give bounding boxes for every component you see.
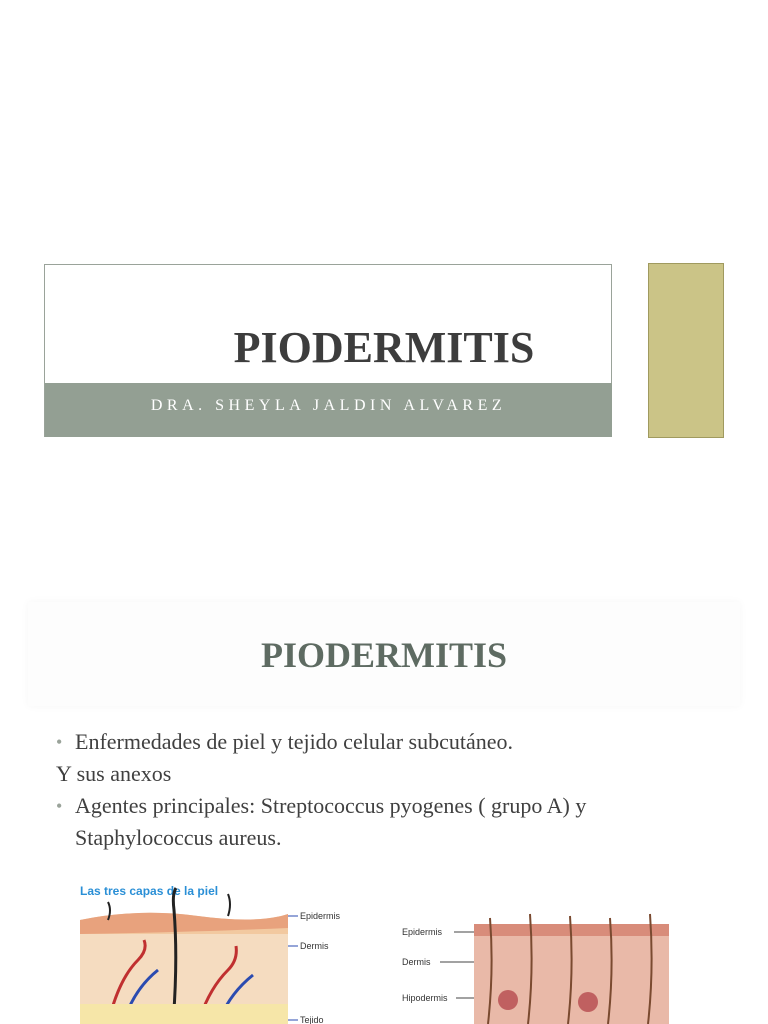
figure-label: Hipodermis xyxy=(402,993,448,1003)
figure-label: Dermis xyxy=(300,941,329,951)
bullet-text: Y sus anexos xyxy=(56,761,172,786)
content-slide xyxy=(0,576,768,1024)
figure-label: Dermis xyxy=(402,957,431,967)
bullet-list xyxy=(56,726,736,854)
list-item xyxy=(56,758,736,790)
bullet-text: Enfermedades de piel y tejido celular subcutáneo. xyxy=(75,729,513,754)
bullet-icon: • xyxy=(56,732,63,752)
list-item xyxy=(56,726,736,758)
figure-label: Tejido xyxy=(300,1015,324,1024)
figure-label: Epidermis xyxy=(402,927,443,937)
list-item xyxy=(56,790,736,822)
slide-subtitle: DRA. SHEYLA JALDIN ALVAREZ xyxy=(150,397,507,414)
bullet-text: Staphylococcus aureus. xyxy=(75,825,282,850)
figure-label: Epidermis xyxy=(300,911,341,921)
accent-block xyxy=(648,263,724,438)
skin-layers-illustration xyxy=(78,880,378,1024)
skin-cross-section-illustration xyxy=(398,910,673,1024)
slide2-title: PIODERMITIS xyxy=(260,635,508,675)
slide-title: PIODERMITIS xyxy=(233,323,535,372)
list-item-continuation xyxy=(56,822,736,854)
bullet-icon: • xyxy=(56,796,63,816)
figure-title: Las tres capas de la piel xyxy=(80,884,219,898)
bullet-text: Agentes principales: Streptococcus pyogenes ( grupo A) y xyxy=(75,793,587,818)
